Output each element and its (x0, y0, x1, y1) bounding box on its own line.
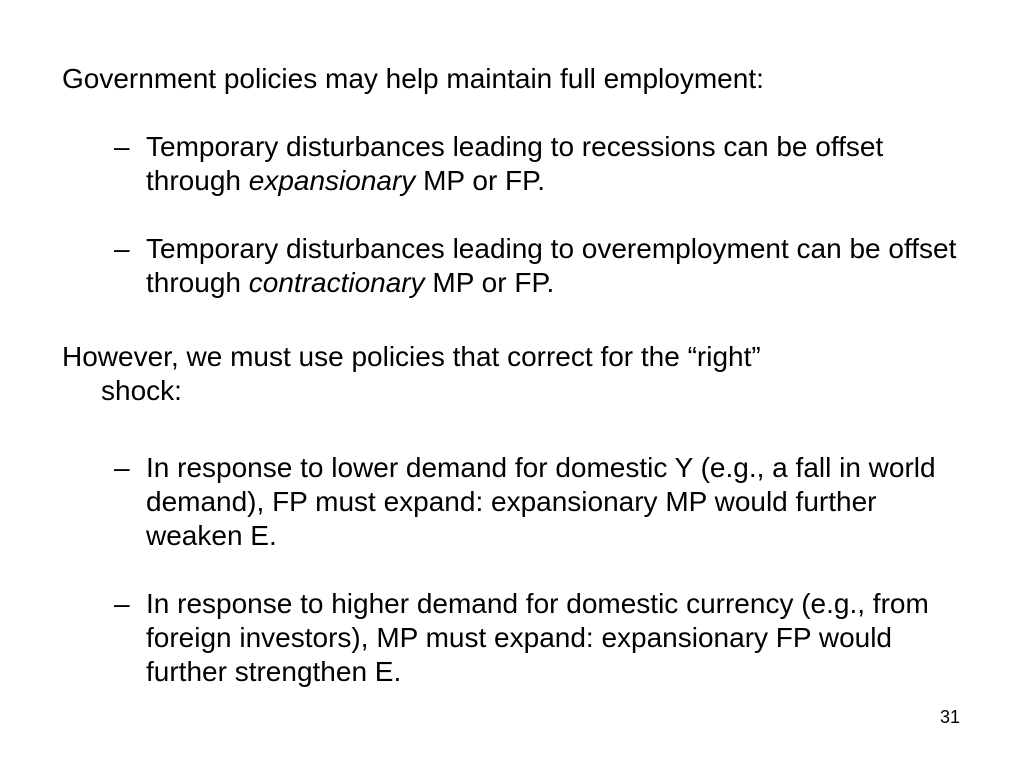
page-number: 31 (939, 707, 960, 727)
bullet-text: In response to lower demand for domestic Y (e.g., a fall in world demand), FP must expand: expansionary MP would further weaken E. (146, 452, 936, 551)
heading-right-shock (62, 340, 962, 408)
bullet-higher-currency-demand (114, 587, 974, 689)
bullet-dash: – (114, 233, 130, 264)
heading-full-employment: Government policies may help maintain full employment: (62, 63, 764, 94)
bullet-text-pre: Temporary disturbances leading to overemployment can be offset through (146, 233, 957, 298)
bullet-text: In response to higher demand for domestic currency (e.g., from foreign investors), MP must expand: expansionary FP would further strengthen E. (146, 588, 929, 687)
bullet-text (146, 130, 974, 198)
bullet-text-post: MP or FP. (424, 267, 555, 298)
bullet-text-post: MP or FP. (415, 165, 545, 196)
bullet-text (146, 232, 974, 300)
bullet-overemployment-offset (114, 232, 974, 300)
bullet-lower-demand (114, 451, 974, 553)
heading-right-shock-line2: shock: (101, 375, 182, 406)
heading-right-shock-line1: However, we must use policies that correct for the “right” (62, 341, 761, 372)
bullet-text-emphasis: contractionary (248, 267, 425, 298)
bullet-text-pre: Temporary disturbances leading to recessions can be offset through (146, 131, 884, 196)
bullet-recession-offset (114, 130, 974, 198)
bullet-text-emphasis: expansionary (248, 165, 416, 196)
bullet-dash: – (114, 452, 130, 483)
bullet-dash: – (114, 131, 130, 162)
bullet-dash: – (114, 588, 130, 619)
